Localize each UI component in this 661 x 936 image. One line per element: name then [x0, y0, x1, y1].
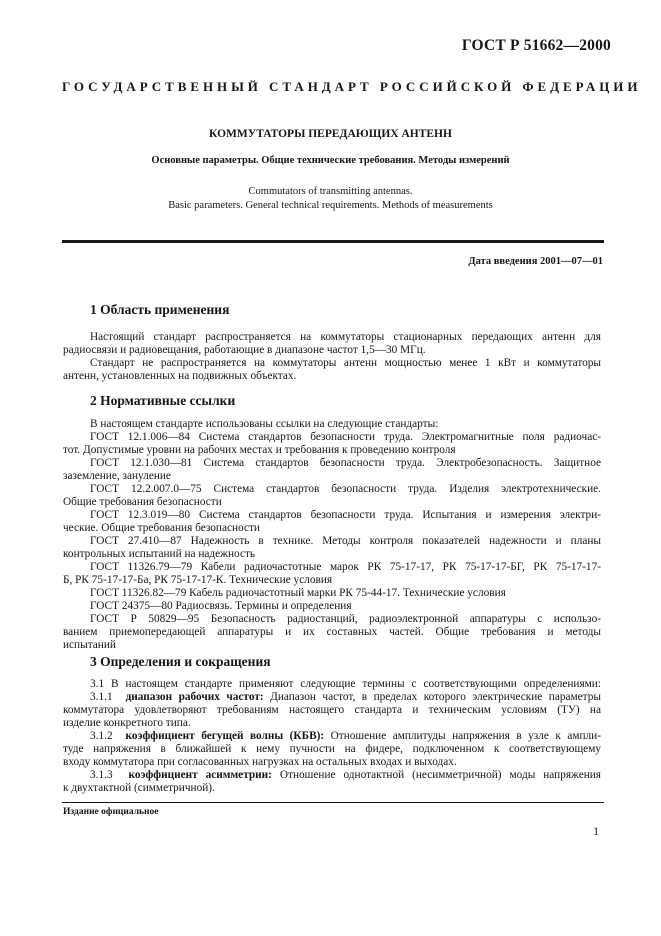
page-number: 1	[593, 826, 599, 838]
reference-line: ГОСТ 24375—80 Радиосвязь. Термины и определения	[90, 600, 352, 612]
reference-line: ГОСТ 12.1.006—84 Система стандартов безопасности труда. Электромагнитные поля радиочас-	[90, 431, 601, 443]
reference-line: ГОСТ 12.3.019—80 Система стандартов безопасности труда. Испытания и измерения электри-	[90, 509, 601, 521]
section-1-line: Настоящий стандарт распространяется на коммутаторы стационарных передающих антенн для	[90, 331, 601, 343]
section-2-heading: 2 Нормативные ссылки	[90, 393, 236, 408]
state-standard-heading: ГОСУДАРСТВЕННЫЙ СТАНДАРТ РОССИЙСКОЙ ФЕДЕРАЦИИ	[62, 79, 642, 94]
definition-number: 3.1.2	[90, 730, 113, 742]
reference-line: ГОСТ 27.410—87 Надежность в технике. Методы контроля показателей надежности и планы	[90, 535, 601, 547]
introduction-date: Дата введения 2001—07—01	[468, 256, 603, 267]
footer-rule	[62, 802, 604, 803]
definition-text: Отношение однотактной (несимметричной) моды напряжения	[271, 769, 601, 781]
reference-line: ГОСТ 11326.82—79 Кабель радиочастотный марки РК 75-44-17. Технические условия	[90, 587, 506, 599]
reference-line: Б, РК 75-17-17-Ба, РК 75-17-17-К. Технические условия	[63, 574, 333, 586]
document-subtitle: Основные параметры. Общие технические требования. Методы измерений	[151, 155, 510, 166]
definition-3-1-1	[90, 691, 601, 704]
reference-line: В настоящем стандарте использованы ссылки на следующие стандарты:	[90, 418, 439, 430]
definition-text-line: коммутатора удовлетворяют требованиям настоящего стандарта и техническим условиям (ТУ) на	[63, 704, 601, 716]
definition-text: Отношение амплитуды напряжения в узле к ампли-	[324, 730, 601, 742]
reference-line: испытаний	[63, 639, 116, 651]
section-3-heading: 3 Определения и сокращения	[90, 654, 271, 669]
document-number: ГОСТ Р 51662—2000	[461, 37, 611, 54]
reference-line: тот. Допустимые уровни на рабочих местах и требования к проведению контроля	[63, 444, 456, 456]
english-title-line-1: Commutators of transmitting antennas.	[248, 186, 413, 197]
definition-3-1-3	[90, 769, 601, 782]
section-1-line: Стандарт не распространяется на коммутаторы антенн мощностью менее 1 кВт и коммутаторы	[90, 357, 601, 369]
header-rule	[62, 240, 604, 243]
english-title-line-2: Basic parameters. General technical requirements. Methods of measurements	[168, 200, 493, 211]
reference-line: ГОСТ Р 50829—95 Безопасность радиостанций, радиоэлектронной аппаратуры с использо-	[90, 613, 601, 625]
definition-text-line: изделие конкретного типа.	[63, 717, 191, 729]
reference-line: ГОСТ 12.1.030—81 Система стандартов безопасности труда. Электробезопасность. Защитное	[90, 457, 601, 469]
section-1-line: антенн, установленных на подвижных объектах.	[63, 370, 297, 382]
reference-line: ГОСТ 12.2.007.0—75 Система стандартов безопасности труда. Изделия электротехнические.	[90, 483, 601, 495]
definition-3-1-2	[90, 730, 601, 743]
definition-term: коэффициент бегущей волны (КБВ):	[125, 730, 325, 742]
reference-line: ГОСТ 11326.79—79 Кабели радиочастотные марок РК 75-17-17, РК 75-17-17-БГ, РК 75-17-17-	[90, 561, 601, 573]
definition-text-line: туде напряжения в ближайшей к нему пучности на фидере, подключенном к соответствующему	[63, 743, 601, 755]
reference-line: Общие требования безопасности	[63, 496, 222, 508]
definition-number: 3.1.3	[90, 769, 113, 781]
definition-number: 3.1.1	[90, 691, 113, 703]
reference-line: заземление, зануление	[63, 470, 171, 482]
reference-line: контрольных испытаний на надежность	[63, 548, 256, 560]
reference-line: ческие. Общие требования безопасности	[63, 522, 260, 534]
definition-term: коэффициент асимметрии:	[128, 769, 272, 781]
document-title: КОММУТАТОРЫ ПЕРЕДАЮЩИХ АНТЕНН	[209, 128, 452, 140]
definition-text-line: к двухтактной (симметричной).	[63, 782, 215, 794]
definition-text: Диапазон частот, в пределах которого электрические параметры	[263, 691, 601, 703]
definition-text-line: входу коммутатора при согласованных нагрузках на остальных входах и выходах.	[63, 756, 457, 768]
section-1-heading: 1 Область применения	[90, 302, 230, 317]
definitions-intro: 3.1 В настоящем стандарте применяют следующие термины с соответствующими определениями:	[90, 678, 601, 690]
definition-term: диапазон рабочих частот:	[125, 691, 264, 703]
edition-label: Издание официальное	[63, 807, 159, 817]
reference-line: ванием приемопередающей аппаратуры и их составных частей. Общие требования и методы	[63, 626, 601, 638]
section-1-line: радиосвязи и радиовещания, работающие в диапазоне частот 1,5—30 МГц.	[63, 344, 426, 356]
